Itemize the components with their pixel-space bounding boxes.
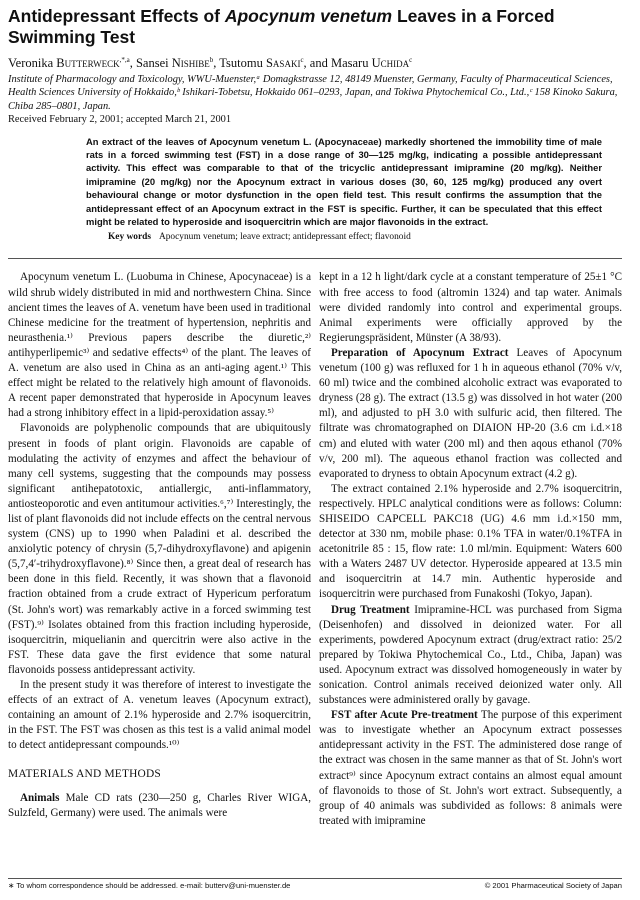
author-2: Sansei Nishibe$^b$,	[135, 55, 217, 70]
correspondence-note: ∗ To whom correspondence should be addressed. e-mail: butterv@uni-muenster.de	[8, 881, 291, 890]
page-footer	[8, 878, 622, 890]
drug-treatment-paragraph	[319, 603, 622, 709]
copyright-notice: © 2001 Pharmaceutical Society of Japan	[484, 881, 622, 890]
right-column	[319, 270, 622, 828]
intro-paragraph-1: Apocynum venetum L. (Luobuma in Chinese, Apocynaceae) is a wild shrub widely distributed in mid and northwestern China. Since ancient times the leaves of A. venetum have been used in traditional Chinese medicine for the treatment of hypertension, nephritis and neurasthenia.¹⁾ Previous papers describe the diuretic,²⁾ antihyperlipemic³⁾ and sedative effects⁴⁾ of the plant. The leaves of A. venetum are also used in China as an anti-aging agent.¹⁾ This effect might be related to the relatively high amount of flavonoids. A recent paper demonstrated that hyperoside in Apocynum leaves had a strong inhibitory effect in a lipid-peroxidation assay.⁵⁾	[8, 271, 311, 420]
received-dates: Received February 2, 2001; accepted March 21, 2001	[8, 114, 232, 126]
animals-continued: kept in a 12 h light/dark cycle at a constant temperature of 25±1 °C with free access to food (altromin 1324) and tap water. Animals were divided randomly into control and experimental groups. Animal experiments were officially approved by the Regierungspräsident, Münster (A 38/93).	[319, 271, 622, 344]
author-3: Tsutomu Sasaki$^c$, and	[219, 55, 328, 70]
affiliations: Institute of Pharmacology and Toxicology, WWU-Muenster,ᵃ Domagkstrasse 12, 48149 Muenster, Germany, Faculty of Pharmaceutical Sciences, Health Sciences University of Hokkaido,ᵇ Ishikari-Tobetsu, Hokkaido 061–0293, Japan, and Tokiwa Phytochemical Co., Ltd.,ᶜ 158 Kinoko Sakura, Chiba 285–0801, Japan.	[8, 74, 618, 112]
title-species: Apocynum venetum	[224, 6, 393, 26]
drug-treatment-lead: Drug Treatment	[331, 603, 410, 616]
author-list	[8, 55, 622, 71]
preparation-paragraph	[319, 346, 622, 482]
fst-text: The purpose of this experiment was to investigate whether an Apocynum extract possesses antidepressant activity in the FST. The administered dose range of the extract was chosen in the same manner as that of St. John's wort extract⁹⁾ since Apocynum extract contains an almost equal amount of flavonoids to those of St. John's wort extract. Subsequently, a group of 40 animals was subdivided as follows: 8 animals were treated with imipramine	[319, 709, 623, 827]
fst-lead: FST after Acute Pre-treatment	[331, 709, 478, 722]
keywords-label: Key words	[108, 232, 151, 243]
animals-text: Male CD rats (230—250 g, Charles River WIGA, Sulzfeld, Germany) were used. The animals were	[8, 791, 311, 819]
author-4: Masaru Uchida$^c$	[330, 55, 413, 70]
preparation-text: Leaves of Apocynum venetum (100 g) was refluxed for 1 h in aqueous ethanol (70% v/v, 60 ml) twice and the combined alcoholic extract was evaporated to dryness (28 g). The extract (13.5 g) was dissolved in hot water (200 ml), and adjusted to pH 3.0 with sulfuric acid, then filtered. The filtrate was chromatographed on DIAION HP-20 (3.6 cm i.d.×18 cm) and eluted with water (200 ml) and then aqous ethanol (70% v/v, 200 ml). The aqueous ethanol fraction was collected and evaporated to dryness to obtain Apocynum extract (4.2 g).	[319, 346, 623, 480]
animals-lead: Animals	[20, 791, 60, 804]
paper-title	[8, 6, 622, 48]
section-heading-methods: MATERIALS AND METHODS	[8, 768, 161, 781]
header-divider	[8, 258, 622, 259]
intro-paragraph-3: In the present study it was therefore of interest to investigate the effects of an extract of A. venetum leaves (Apocynum extract), containing an amount of 2.1% hyperoside and 2.7% isoquercitrin, in the FST. The FST was chosen as this test is a valid animal model to detect antidepressant compounds.¹⁰⁾	[8, 679, 311, 752]
title-part2: Leaves in a Forced Swimming Test	[8, 6, 555, 47]
hplc-paragraph: The extract contained 2.1% hyperoside and 2.7% isoquercitrin, respectively. HPLC analytical conditions were as follows: Column: SHISEIDO CAPCELL PAKC18 (UG) 4.6 mm i.d.×150 mm, detector at 330 nm, mobile phase: 0.1% TFA in water/0.1%TFA in acetonitrile 85 : 15, flow rate: 1.0 ml/min. Equipment: Waters 600 with a Waters 2487 UV detector. Hyperoside appeared at 13.5 min and isoquercitrin at 14.7 min. Authentic hyperoside and isoquercitrin were purchased from Funakoshi (Tokyo, Japan).	[319, 482, 622, 601]
keywords-line	[108, 231, 622, 244]
keywords-list: Apocynum venetum; leave extract; antidepressant effect; flavonoid	[158, 232, 411, 243]
fst-paragraph	[319, 708, 622, 829]
drug-treatment-text: Imipramine-HCL was purchased from Sigma (Deisenhofen) and dissolved in deionized water. For all experiments, powdered Apocynum extract (drug/extract ratio: 25/2 prepared by Tokiwa Phytochemical Co., Ltd., Chiba, Japan) was used. Apocynum extract was dissolved homogeneously in water by sonication. Control animals received deionized water only. All substances were administered orally by gavage.	[319, 603, 622, 707]
title-part1: Antidepressant Effects of	[8, 6, 225, 26]
body-columns	[8, 270, 622, 828]
animals-paragraph	[8, 791, 311, 821]
preparation-lead: Preparation of Apocynum Extract	[331, 346, 509, 359]
author-1: Veronika Butterweck$^{,*,a}$,	[8, 55, 133, 70]
intro-paragraph-2: Flavonoids are polyphenolic compounds that are ubiquitously present in foods of plant origin. Flavonoids are capable of modulating the activity of enzymes and affect the behaviour of many cell systems, suggesting that the compounds may possess significant antihepatotoxic, antiallergic, anti-inflammatory, antiosteoporotic and even antitumour activities.⁶,⁷⁾ Interestingly, the list of plant flavonoids did not include effects on the central nervous system (CNS) up to 1990 when Paladini et al. described the anxiolytic potency of chrysin (5,7-dihydroxyflavone) and apigenin (5,7,4′-trihydroxyflavone).⁸⁾ Since then, a great deal of research has been done in this field. Recently, it was shown that a flavonoid fraction obtained from a crude extract of Hypericum perforatum (St. John's wort) was remarkably active in a forced swimming test (FST).⁹⁾ Isolates obtained from this fraction including hyperoside, isoquercitrin, miquelianin and quercitrin were also active in the FST. These data gave the first evidence that some natural flavonoids possess antidepressant activity.	[8, 422, 311, 676]
abstract: An extract of the leaves of Apocynum venetum L. (Apocynaceae) markedly shortened the immobility time of male rats in a forced swimming test (FST) in a dose range of 30—125 mg/kg, indicating a possible antidepressant activity. This effect was comparable to that of the tricyclic antidepressant imipramine (20 mg/kg). Neither imipramine (20 mg/kg) nor the Apocynum extract in various doses (30, 60, 125 mg/kg) produced any overt behavioural change or motor dysfunction in the open field test. This result confirms the assumption that the antidepressant effect of an Apocynum extract in the FST is specific. Further, it can be speculated that this effect might be related to hyperoside and isoquercitrin which are major flavonoids in the extract.	[86, 135, 602, 228]
left-column	[8, 270, 311, 828]
